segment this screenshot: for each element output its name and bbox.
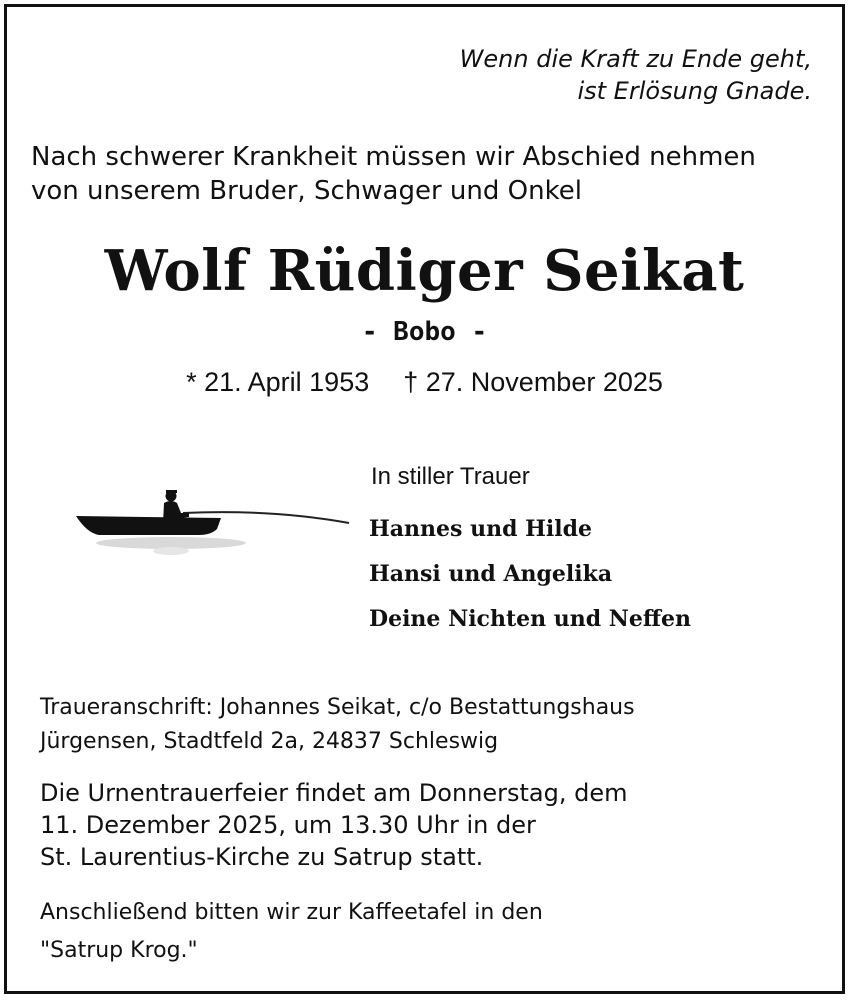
motto [460, 43, 812, 107]
ceremony-line: St. Laurentius-Kirche zu Satrup statt. [40, 843, 484, 871]
mourner-name: Deine Nichten und Neffen [369, 606, 691, 632]
deceased-name: Wolf Rüdiger Seikat [104, 238, 745, 304]
ceremony-info [40, 777, 628, 873]
mourners-list [369, 507, 691, 642]
intro-line: von unserem Bruder, Schwager und Onkel [31, 176, 582, 206]
coffee-line: "Satrup Krog." [40, 938, 198, 963]
mourning-intro: In stiller Trauer [371, 463, 530, 490]
death-date: † 27. November 2025 [403, 367, 663, 397]
motto-line: Wenn die Kraft zu Ende geht, [459, 45, 812, 73]
motto-line: ist Erlösung Gnade. [577, 77, 812, 105]
ceremony-line: Die Urnentrauerfeier findet am Donnerstag, dem [40, 779, 628, 807]
fisherman-boat-icon [71, 483, 356, 563]
address-line: Traueranschrift: Johannes Seikat, c/o Bestattungshaus [40, 695, 635, 720]
mourner-name: Hannes und Hilde [369, 516, 592, 542]
deceased-nickname: - Bobo - [361, 317, 488, 347]
ceremony-line: 11. Dezember 2025, um 13.30 Uhr in der [40, 811, 536, 839]
mourner-name: Hansi und Angelika [369, 561, 613, 587]
life-dates [7, 362, 842, 402]
coffee-line: Anschließend bitten wir zur Kaffeetafel in den [40, 900, 543, 925]
obituary-notice [4, 4, 845, 994]
birth-date: * 21. April 1953 [186, 367, 370, 397]
intro-line: Nach schwerer Krankheit müssen wir Abschied nehmen [31, 142, 756, 172]
mourning-address [40, 691, 635, 759]
coffee-invitation [40, 894, 543, 970]
intro-text [31, 140, 756, 208]
address-line: Jürgensen, Stadtfeld 2a, 24837 Schleswig [40, 729, 499, 754]
